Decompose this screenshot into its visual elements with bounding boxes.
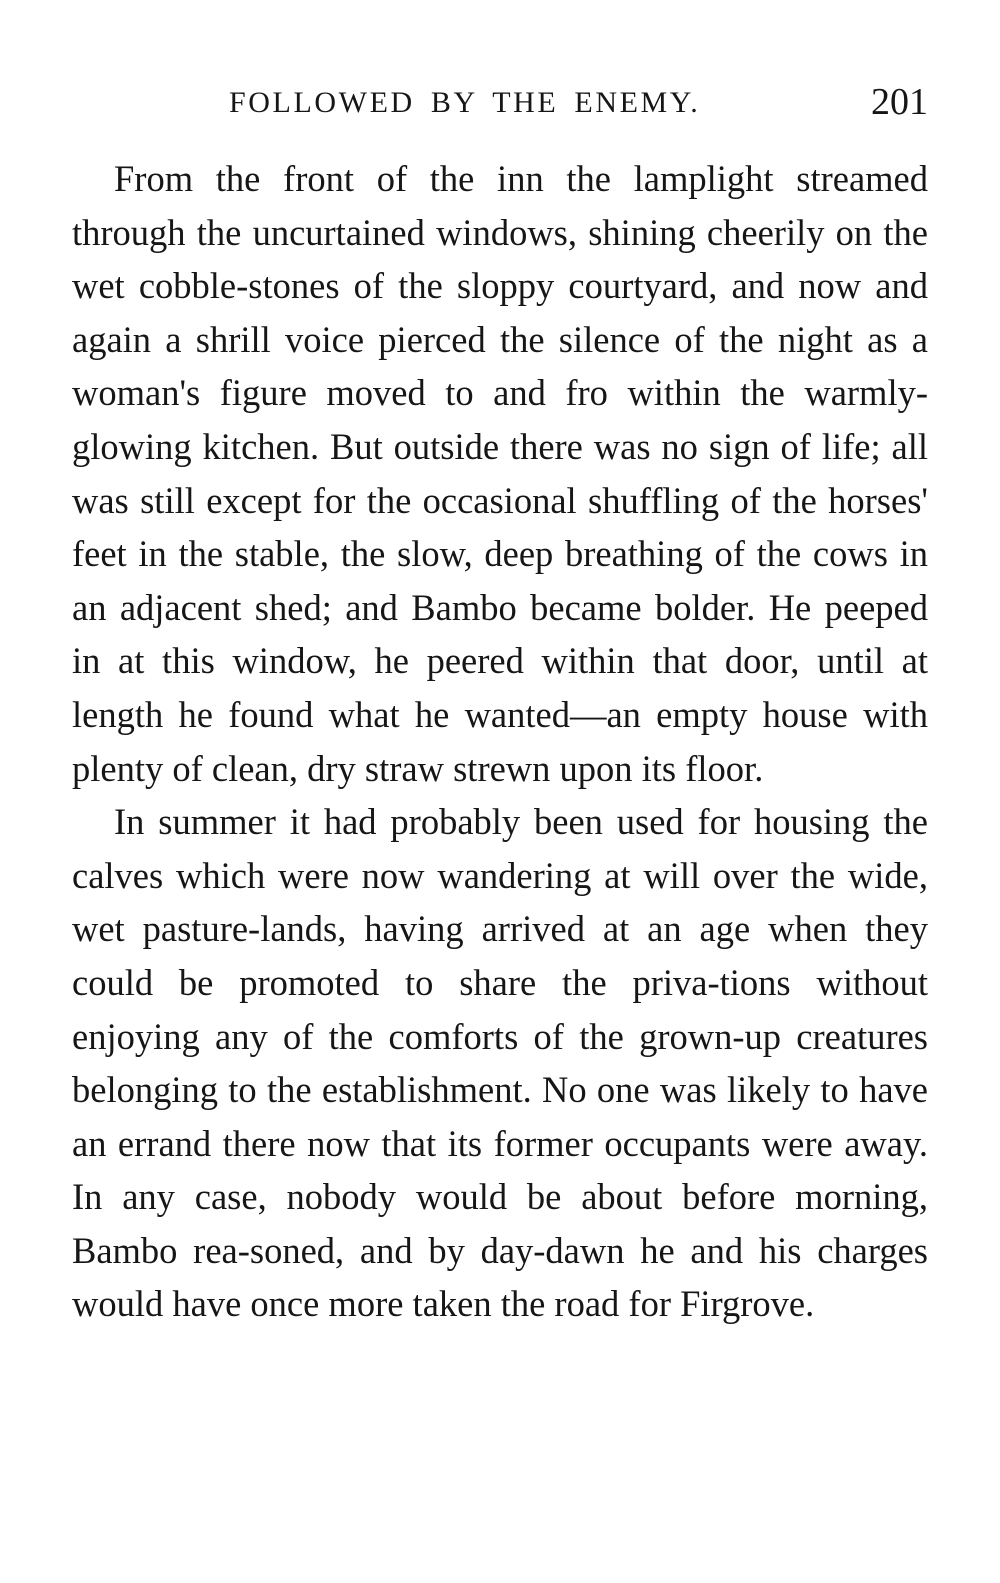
paragraph-2: In summer it had probably been used for housing the calves which were now wandering at will over the wide, wet pasture-lands, having arrived at an age when they could be promoted to share the priva-tions without enjoying any of the comforts of the grown-up creatures belonging to the establishment. No one was likely to have an errand there now that its former occupants were away. In any case, nobody would be about before morning, Bambo rea-soned, and by day-dawn he and his charges would have once more taken the road for Firgrove. (72, 801, 928, 1325)
running-head (72, 80, 928, 134)
paragraph-1: From the front of the inn the lamplight streamed through the uncurtained windows, shining cheerily on the wet cobble-stones of the sloppy courtyard, and now and again a shrill voice pierced the silence of the night as a woman's figure moved to and fro within the warmly-glowing kitchen. But outside there was no sign of life; all was still except for the occasional shuffling of the horses' feet in the stable, the slow, deep breathing of the cows in an adjacent shed; and Bambo became bolder. He peeped in at this window, he peered within that door, until at length he found what he wanted—an empty house with plenty of clean, dry straw strewn upon its floor. (72, 158, 928, 789)
body-text (72, 152, 928, 1331)
page-number: 201 (871, 81, 928, 123)
running-title: FOLLOWED BY THE ENEMY. (229, 86, 701, 119)
